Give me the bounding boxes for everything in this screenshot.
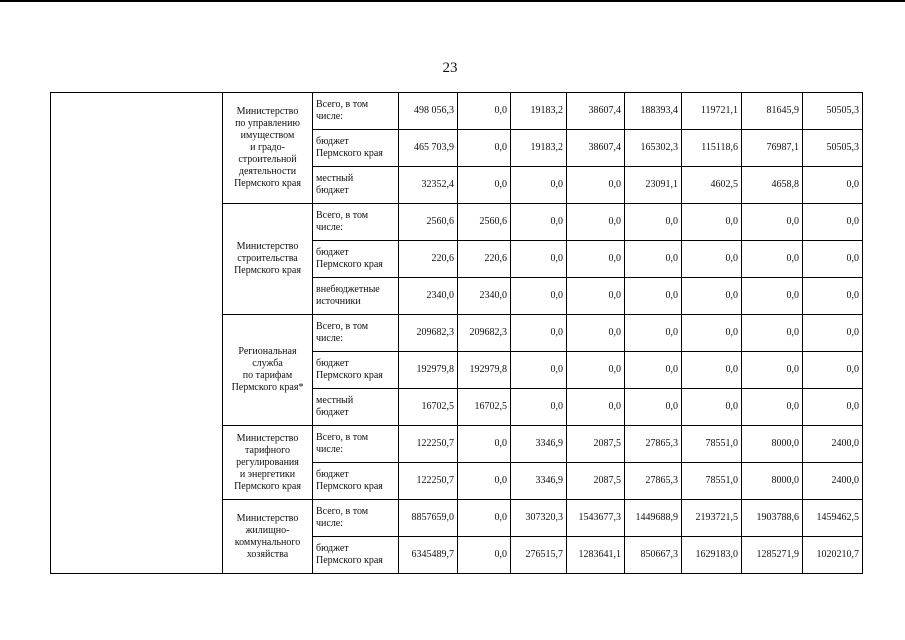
value-cell: 220,6 xyxy=(458,241,511,278)
value-cell: 209682,3 xyxy=(458,315,511,352)
value-cell: 1285271,9 xyxy=(742,537,803,574)
ministry-name: Министерство тарифного регулирования и энергетики Пермского края xyxy=(223,426,313,500)
value-cell: 0,0 xyxy=(803,204,863,241)
value-cell: 0,0 xyxy=(511,204,567,241)
value-cell: 0,0 xyxy=(682,204,742,241)
value-cell: 192979,8 xyxy=(458,352,511,389)
value-cell: 2193721,5 xyxy=(682,500,742,537)
table-row xyxy=(51,93,863,130)
value-cell: 0,0 xyxy=(458,167,511,204)
value-cell: 0,0 xyxy=(742,241,803,278)
value-cell: 76987,1 xyxy=(742,130,803,167)
value-cell: 0,0 xyxy=(682,278,742,315)
value-cell: 498 056,3 xyxy=(399,93,458,130)
value-cell: 0,0 xyxy=(511,389,567,426)
value-cell: 1459462,5 xyxy=(803,500,863,537)
value-cell: 0,0 xyxy=(803,315,863,352)
value-cell: 209682,3 xyxy=(399,315,458,352)
value-cell: 220,6 xyxy=(399,241,458,278)
funding-source-label: бюджет Пермского края xyxy=(313,352,399,389)
funding-source-label: местный бюджет xyxy=(313,389,399,426)
value-cell: 6345489,7 xyxy=(399,537,458,574)
value-cell: 2340,0 xyxy=(458,278,511,315)
value-cell: 4602,5 xyxy=(682,167,742,204)
table-body xyxy=(51,93,863,574)
value-cell: 0,0 xyxy=(567,167,625,204)
value-cell: 8857659,0 xyxy=(399,500,458,537)
ministry-name: Региональная служба по тарифам Пермского края* xyxy=(223,315,313,426)
value-cell: 0,0 xyxy=(682,389,742,426)
value-cell: 0,0 xyxy=(511,315,567,352)
value-cell: 0,0 xyxy=(625,389,682,426)
value-cell: 0,0 xyxy=(742,315,803,352)
funding-source-label: внебюджетные источники xyxy=(313,278,399,315)
value-cell: 188393,4 xyxy=(625,93,682,130)
funding-source-label: бюджет Пермского края xyxy=(313,241,399,278)
funding-source-label: Всего, в том числе: xyxy=(313,426,399,463)
value-cell: 122250,7 xyxy=(399,426,458,463)
funding-source-label: местный бюджет xyxy=(313,167,399,204)
value-cell: 119721,1 xyxy=(682,93,742,130)
value-cell: 2400,0 xyxy=(803,463,863,500)
value-cell: 0,0 xyxy=(567,315,625,352)
ministry-name: Министерство строительства Пермского края xyxy=(223,204,313,315)
value-cell: 1543677,3 xyxy=(567,500,625,537)
page-number: 23 xyxy=(442,60,458,76)
value-cell: 50505,3 xyxy=(803,130,863,167)
value-cell: 0,0 xyxy=(803,241,863,278)
value-cell: 0,0 xyxy=(625,352,682,389)
value-cell: 0,0 xyxy=(803,389,863,426)
value-cell: 38607,4 xyxy=(567,130,625,167)
value-cell: 0,0 xyxy=(458,463,511,500)
ministry-name: Министерство по управлению имуществом и градо- строительной деятельности Пермского края xyxy=(223,93,313,204)
funding-source-label: Всего, в том числе: xyxy=(313,93,399,130)
value-cell: 115118,6 xyxy=(682,130,742,167)
funding-source-label: Всего, в том числе: xyxy=(313,315,399,352)
value-cell: 0,0 xyxy=(742,352,803,389)
value-cell: 0,0 xyxy=(511,352,567,389)
value-cell: 27865,3 xyxy=(625,463,682,500)
value-cell: 2087,5 xyxy=(567,463,625,500)
value-cell: 8000,0 xyxy=(742,426,803,463)
value-cell: 0,0 xyxy=(625,241,682,278)
value-cell: 27865,3 xyxy=(625,426,682,463)
blank-column xyxy=(51,93,223,574)
value-cell: 0,0 xyxy=(567,278,625,315)
value-cell: 0,0 xyxy=(458,537,511,574)
funding-source-label: Всего, в том числе: xyxy=(313,500,399,537)
value-cell: 0,0 xyxy=(803,167,863,204)
value-cell: 0,0 xyxy=(625,278,682,315)
value-cell: 1449688,9 xyxy=(625,500,682,537)
budget-table xyxy=(50,92,863,574)
value-cell: 2087,5 xyxy=(567,426,625,463)
value-cell: 50505,3 xyxy=(803,93,863,130)
value-cell: 850667,3 xyxy=(625,537,682,574)
value-cell: 1020210,7 xyxy=(803,537,863,574)
value-cell: 2340,0 xyxy=(399,278,458,315)
value-cell: 81645,9 xyxy=(742,93,803,130)
value-cell: 19183,2 xyxy=(511,93,567,130)
value-cell: 0,0 xyxy=(803,352,863,389)
value-cell: 2560,6 xyxy=(458,204,511,241)
value-cell: 2400,0 xyxy=(803,426,863,463)
value-cell: 23091,1 xyxy=(625,167,682,204)
value-cell: 0,0 xyxy=(458,130,511,167)
value-cell: 78551,0 xyxy=(682,463,742,500)
value-cell: 38607,4 xyxy=(567,93,625,130)
value-cell: 465 703,9 xyxy=(399,130,458,167)
value-cell: 4658,8 xyxy=(742,167,803,204)
value-cell: 0,0 xyxy=(682,315,742,352)
value-cell: 0,0 xyxy=(511,167,567,204)
value-cell: 0,0 xyxy=(511,278,567,315)
top-rule xyxy=(0,0,905,2)
value-cell: 0,0 xyxy=(567,241,625,278)
value-cell: 165302,3 xyxy=(625,130,682,167)
value-cell: 19183,2 xyxy=(511,130,567,167)
funding-source-label: Всего, в том числе: xyxy=(313,204,399,241)
value-cell: 0,0 xyxy=(567,204,625,241)
value-cell: 0,0 xyxy=(742,204,803,241)
value-cell: 307320,3 xyxy=(511,500,567,537)
value-cell: 0,0 xyxy=(742,389,803,426)
value-cell: 192979,8 xyxy=(399,352,458,389)
value-cell: 0,0 xyxy=(511,241,567,278)
value-cell: 122250,7 xyxy=(399,463,458,500)
value-cell: 78551,0 xyxy=(682,426,742,463)
value-cell: 276515,7 xyxy=(511,537,567,574)
value-cell: 0,0 xyxy=(625,204,682,241)
value-cell: 16702,5 xyxy=(458,389,511,426)
value-cell: 0,0 xyxy=(567,352,625,389)
funding-source-label: бюджет Пермского края xyxy=(313,537,399,574)
value-cell: 3346,9 xyxy=(511,463,567,500)
value-cell: 0,0 xyxy=(682,352,742,389)
value-cell: 1283641,1 xyxy=(567,537,625,574)
funding-source-label: бюджет Пермского края xyxy=(313,463,399,500)
ministry-name: Министерство жилищно- коммунального хозяйства xyxy=(223,500,313,574)
value-cell: 16702,5 xyxy=(399,389,458,426)
value-cell: 0,0 xyxy=(458,500,511,537)
value-cell: 0,0 xyxy=(682,241,742,278)
value-cell: 2560,6 xyxy=(399,204,458,241)
value-cell: 0,0 xyxy=(458,426,511,463)
value-cell: 0,0 xyxy=(803,278,863,315)
value-cell: 0,0 xyxy=(742,278,803,315)
funding-source-label: бюджет Пермского края xyxy=(313,130,399,167)
value-cell: 8000,0 xyxy=(742,463,803,500)
value-cell: 0,0 xyxy=(625,315,682,352)
value-cell: 3346,9 xyxy=(511,426,567,463)
value-cell: 1629183,0 xyxy=(682,537,742,574)
value-cell: 0,0 xyxy=(458,93,511,130)
value-cell: 32352,4 xyxy=(399,167,458,204)
value-cell: 1903788,6 xyxy=(742,500,803,537)
value-cell: 0,0 xyxy=(567,389,625,426)
